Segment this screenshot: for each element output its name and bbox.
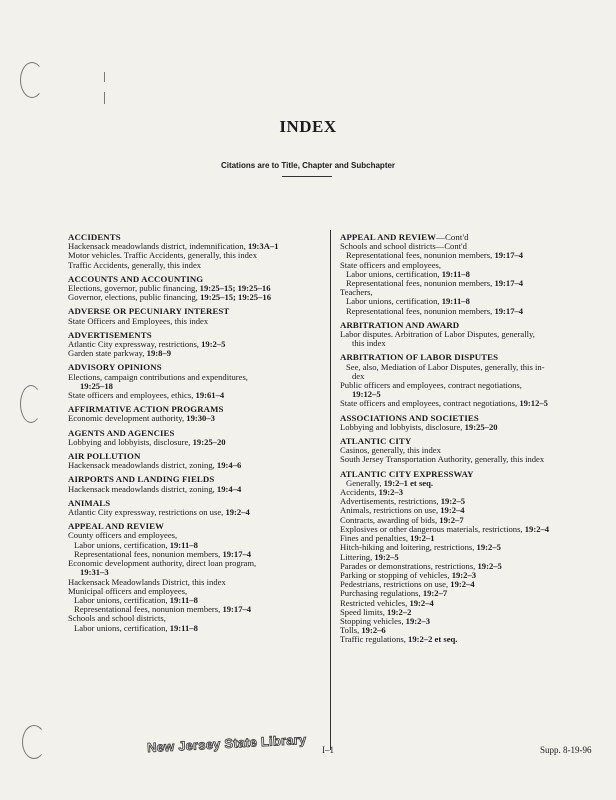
entry-heading: ATLANTIC CITY	[340, 436, 412, 447]
binding-mark	[104, 72, 105, 82]
entry-line	[340, 363, 595, 372]
index-entry	[68, 452, 320, 470]
citation: 19:25–15; 19:25–16	[199, 283, 271, 294]
entry-heading: ADVERTISEMENTS	[68, 329, 152, 340]
entry-text: Hackensack Meadowlands District, this index	[68, 576, 226, 587]
entry-text: Garden state parkway,	[68, 348, 147, 359]
entry-text: Hitch-hiking and loitering, restrictions,	[340, 542, 477, 553]
entry-text: Teachers,	[340, 287, 373, 298]
entry-text: See, also, Mediation of Labor Disputes, generally, this in-	[346, 361, 545, 372]
entry-line	[68, 261, 320, 270]
punch-hole-mark	[20, 385, 42, 423]
entry-text: Economic development authority,	[68, 413, 187, 424]
citation: 19:25–20	[192, 436, 226, 447]
citation: 19:2–7	[439, 514, 464, 525]
entry-text: Representational fees, nonunion members,	[346, 250, 495, 261]
entry-heading: APPEAL AND REVIEW—Cont'd	[340, 232, 469, 242]
citation: 19:12–5	[519, 398, 548, 409]
entry-text: Representational fees, nonunion members,	[74, 604, 223, 615]
entry-text: Advertisements, restrictions,	[340, 496, 441, 507]
index-entry	[68, 331, 320, 359]
entry-text: Traffic regulations,	[340, 634, 409, 645]
entry-text: South Jersey Transportation Authority, generally, this index	[340, 454, 545, 465]
heading-continued: —Cont'd	[436, 232, 469, 242]
citation: 19:4–6	[216, 460, 242, 471]
entry-line	[68, 461, 320, 470]
entry-heading: ASSOCIATIONS AND SOCIETIES	[340, 412, 479, 423]
index-entry	[340, 321, 595, 349]
entry-text: Representational fees, nonunion members,	[74, 548, 223, 559]
entry-text: Economic development authority, direct loan program,	[68, 558, 257, 569]
citation: 19:2–1	[410, 533, 435, 544]
entry-text: this index	[352, 338, 386, 349]
citation: 19:2–5	[201, 339, 226, 350]
citation: 19:25–18	[80, 380, 113, 391]
title-rule	[282, 176, 332, 177]
entry-text: Labor unions, certification,	[74, 594, 170, 605]
entry-text: Accidents,	[340, 487, 379, 498]
citation: 19:17–4	[222, 604, 252, 615]
citation: 19:8–9	[146, 348, 172, 359]
entry-line	[340, 339, 595, 348]
citation: 19:3A–1	[247, 241, 279, 252]
entry-text: Traffic Accidents, generally, this index	[68, 259, 202, 270]
entry-heading: AIRPORTS AND LANDING FIELDS	[68, 474, 215, 485]
entry-heading: ARBITRATION AND AWARD	[340, 319, 460, 330]
entry-text: Restricted vehicles,	[340, 597, 410, 608]
entry-text: Purchasing regulations,	[340, 588, 423, 599]
left-column	[68, 233, 320, 638]
index-entry	[340, 437, 595, 465]
entry-text: Parades or demonstrations, restrictions,	[340, 560, 478, 571]
citation: 19:2–4	[450, 579, 475, 590]
entry-text: Casinos, generally, this index	[340, 445, 441, 456]
index-entry	[68, 475, 320, 493]
entry-text: Labor unions, certification,	[346, 268, 442, 279]
index-entry	[340, 470, 595, 645]
citation: 19:2–1 et seq.	[383, 477, 434, 488]
entry-text: Hackensack meadowlands district, zoning,	[68, 483, 217, 494]
entry-heading: ARBITRATION OF LABOR DISPUTES	[340, 352, 499, 363]
entry-text: Pedestrians, restrictions on use,	[340, 579, 451, 590]
entry-text: State officers and employees, contract negotiations,	[340, 398, 520, 409]
citation: 19:2–2 et seq.	[408, 634, 458, 645]
column-divider	[330, 230, 331, 750]
entry-text: Hackensack meadowlands district, indemnification,	[68, 241, 248, 252]
citation: 19:17–4	[494, 250, 524, 261]
entry-text: Tolls,	[340, 625, 362, 636]
entry-line	[68, 414, 320, 423]
index-entry	[68, 363, 320, 400]
citation: 19:2–5	[374, 551, 399, 562]
citation: 19:2–5	[476, 542, 501, 553]
index-entry	[340, 353, 595, 408]
entry-text: Schools and school districts—Cont'd	[340, 241, 467, 252]
entry-text: Elections, governor, public financing,	[68, 283, 200, 294]
citation: 19:17–4	[494, 278, 524, 289]
citation: 19:17–4	[222, 548, 252, 559]
entry-heading: ATLANTIC CITY EXPRESSWAY	[340, 468, 474, 479]
citation: 19:2–4	[225, 507, 250, 518]
entry-heading: APPEAL AND REVIEW	[68, 521, 165, 532]
citation: 19:2–5	[440, 496, 466, 507]
index-entry	[340, 233, 595, 316]
entry-line	[340, 423, 595, 432]
entry-text: County officers and employees,	[68, 530, 178, 541]
entry-line	[340, 307, 595, 316]
index-entry	[68, 275, 320, 303]
entry-text: dex	[352, 370, 365, 381]
supplement-date: Supp. 8-19-96	[540, 745, 592, 755]
entry-text: Atlantic City expressway, restrictions,	[68, 339, 202, 350]
entry-text: Labor unions, certification,	[346, 296, 442, 307]
index-entry	[68, 233, 320, 270]
entry-line	[340, 279, 595, 288]
entry-heading: ACCOUNTS AND ACCOUNTING	[68, 273, 204, 284]
entry-text: Public officers and employees, contract negotiations,	[340, 380, 522, 391]
entry-line	[68, 317, 320, 326]
index-entry	[68, 429, 320, 447]
citation: 19:11–8	[169, 539, 198, 550]
index-entry	[68, 499, 320, 517]
index-entry	[68, 405, 320, 423]
entry-text: Contracts, awarding of bids,	[340, 514, 440, 525]
citation: 19:2–5	[477, 560, 502, 571]
entry-heading: ADVERSE OR PECUNIARY INTEREST	[68, 306, 230, 317]
entry-heading: ANIMALS	[68, 497, 111, 508]
entry-line	[340, 635, 595, 644]
entry-heading: ACCIDENTS	[68, 232, 121, 242]
entry-text: Atlantic City expressway, restrictions on use,	[68, 507, 226, 518]
entry-text: Representational fees, nonunion members,	[346, 305, 495, 316]
citation: 19:2–3	[451, 569, 477, 580]
citation: 19:11–8	[441, 268, 470, 279]
entry-line	[68, 438, 320, 447]
citation: 19:17–4	[494, 305, 524, 316]
page-title: INDEX	[279, 117, 337, 136]
citation: 19:11–8	[441, 296, 470, 307]
entry-text: Lobbying and lobbyists, disclosure,	[68, 436, 193, 447]
citation: 19:4–4	[216, 483, 242, 494]
entry-heading: ADVISORY OPINIONS	[68, 362, 162, 373]
entry-text: Animals, restrictions on use,	[340, 505, 441, 516]
entry-line	[340, 399, 595, 408]
citation: 19:2–4	[440, 505, 465, 516]
entry-text: State officers and employees, ethics,	[68, 390, 196, 401]
entry-heading: AIR POLLUTION	[68, 451, 141, 462]
entry-text: Governor, elections, public financing,	[68, 292, 201, 303]
entry-text: Littering,	[340, 551, 375, 562]
entry-text: Representational fees, nonunion members,	[346, 278, 495, 289]
index-entry	[68, 522, 320, 632]
entry-text: Generally,	[346, 477, 384, 488]
entry-text: Parking or stopping of vehicles,	[340, 569, 452, 580]
index-entry	[68, 307, 320, 325]
entry-heading: AGENTS AND AGENCIES	[68, 427, 175, 438]
citation: 19:31–3	[80, 567, 109, 578]
right-column	[340, 233, 595, 650]
entry-text: State officers and employees,	[340, 259, 442, 270]
citation: 19:25–15; 19:25–16	[200, 292, 271, 303]
entry-text: Elections, campaign contributions and expenditures,	[68, 371, 248, 382]
index-entry	[340, 414, 595, 432]
entry-text: Lobbying and lobbyists, disclosure,	[340, 421, 465, 432]
entry-text: Labor disputes. Arbitration of Labor Disputes, generally,	[340, 329, 535, 340]
entry-text: Explosives or other dangerous materials, restrictions,	[340, 523, 525, 534]
citation: 19:2–3	[378, 487, 404, 498]
citation: 19:2–7	[422, 588, 448, 599]
citation: 19:30–3	[186, 413, 215, 424]
entry-text: Fines and penalties,	[340, 533, 411, 544]
entry-text: Stopping vehicles,	[340, 615, 406, 626]
citation: 19:25–20	[464, 421, 498, 432]
punch-hole-mark	[20, 62, 44, 98]
citation: 19:2–2	[387, 606, 412, 617]
entry-line	[68, 349, 320, 358]
entry-line	[68, 391, 320, 400]
citation: 19:11–8	[169, 594, 198, 605]
citation: 19:11–8	[169, 622, 198, 633]
entry-line	[68, 293, 320, 302]
entry-text: State Officers and Employees, this index	[68, 315, 209, 326]
entry-heading: AFFIRMATIVE ACTION PROGRAMS	[68, 404, 224, 415]
entry-text: Schools and school districts,	[68, 613, 166, 624]
entry-text: Labor unions, certification,	[74, 539, 170, 550]
entry-text: Hackensack meadowlands district, zoning,	[68, 460, 217, 471]
entry-text: Speed limits,	[340, 606, 388, 617]
binding-mark	[104, 92, 105, 104]
citation: 19:61–4	[195, 390, 225, 401]
citation: 19:2–4	[524, 523, 550, 534]
entry-text: Labor unions, certification,	[74, 622, 170, 633]
page-number: I–1	[322, 745, 334, 755]
entry-line	[68, 508, 320, 517]
entry-line	[340, 455, 595, 464]
library-stamp: New Jersey State Library	[146, 731, 307, 756]
citation: 19:2–3	[405, 615, 431, 626]
page-subtitle: Citations are to Title, Chapter and Subchapter	[220, 161, 396, 170]
punch-hole-mark	[22, 725, 46, 759]
citation: 19:2–6	[361, 625, 386, 636]
entry-line	[68, 624, 320, 633]
entry-text: Motor vehicles. Traffic Accidents, generally, this index	[68, 250, 258, 261]
entry-text: Municipal officers and employees,	[68, 585, 188, 596]
citation: 19:12–5	[352, 389, 381, 400]
citation: 19:2–4	[409, 597, 434, 608]
entry-line	[68, 485, 320, 494]
